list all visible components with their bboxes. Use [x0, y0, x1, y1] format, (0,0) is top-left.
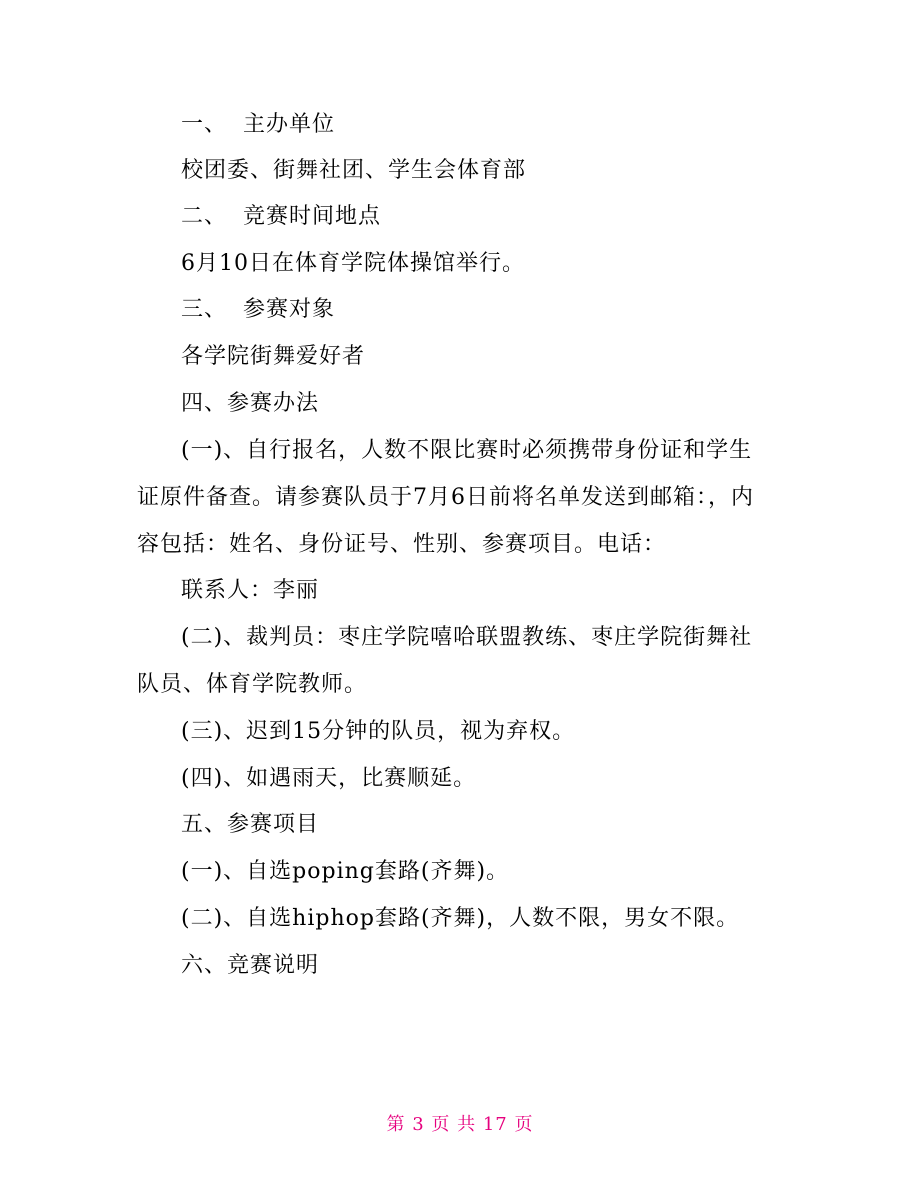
- paragraph-time-place: 6月10日在体育学院体操馆举行。: [181, 251, 525, 276]
- page-number-footer: 第 3 页 共 17 页: [386, 1114, 534, 1135]
- section-heading-participants: 三、 参赛对象: [181, 297, 335, 322]
- paragraph-contact: 联系人：李丽: [181, 578, 320, 603]
- section-heading-rules: 六、竞赛说明: [181, 953, 320, 978]
- section-heading-events: 五、参赛项目: [181, 812, 320, 837]
- section-heading-method: 四、参赛办法: [181, 391, 320, 416]
- paragraph-event-1: (一)、自选poping套路(齐舞)。: [181, 859, 510, 884]
- paragraph-organizer-list: 校团委、街舞社团、学生会体育部: [181, 158, 527, 183]
- paragraph-method-3: (三)、迟到15分钟的队员，视为弃权。: [181, 719, 576, 744]
- paragraph-event-2: (二)、自选hiphop套路(齐舞)，人数不限，男女不限。: [181, 906, 740, 931]
- paragraph-method-2-line-1: (二)、裁判员：枣庄学院嘻哈联盟教练、枣庄学院街舞社: [181, 625, 753, 650]
- paragraph-method-2-line-2: 队员、体育学院教师。: [137, 672, 368, 697]
- paragraph-method-4: (四)、如遇雨天，比赛顺延。: [181, 766, 477, 791]
- paragraph-method-1-line-2: 证原件备查。请参赛队员于7月6日前将名单发送到邮箱：，内: [137, 485, 754, 510]
- paragraph-method-1-line-3: 容包括：姓名、身份证号、性别、参赛项目。电话：: [137, 532, 667, 557]
- paragraph-participants: 各学院街舞爱好者: [181, 344, 366, 369]
- paragraph-method-1-line-1: (一)、自行报名，人数不限比赛时必须携带身份证和学生: [181, 438, 753, 463]
- section-heading-organizer: 一、 主办单位: [181, 112, 335, 137]
- section-heading-time-place: 二、 竞赛时间地点: [181, 204, 381, 229]
